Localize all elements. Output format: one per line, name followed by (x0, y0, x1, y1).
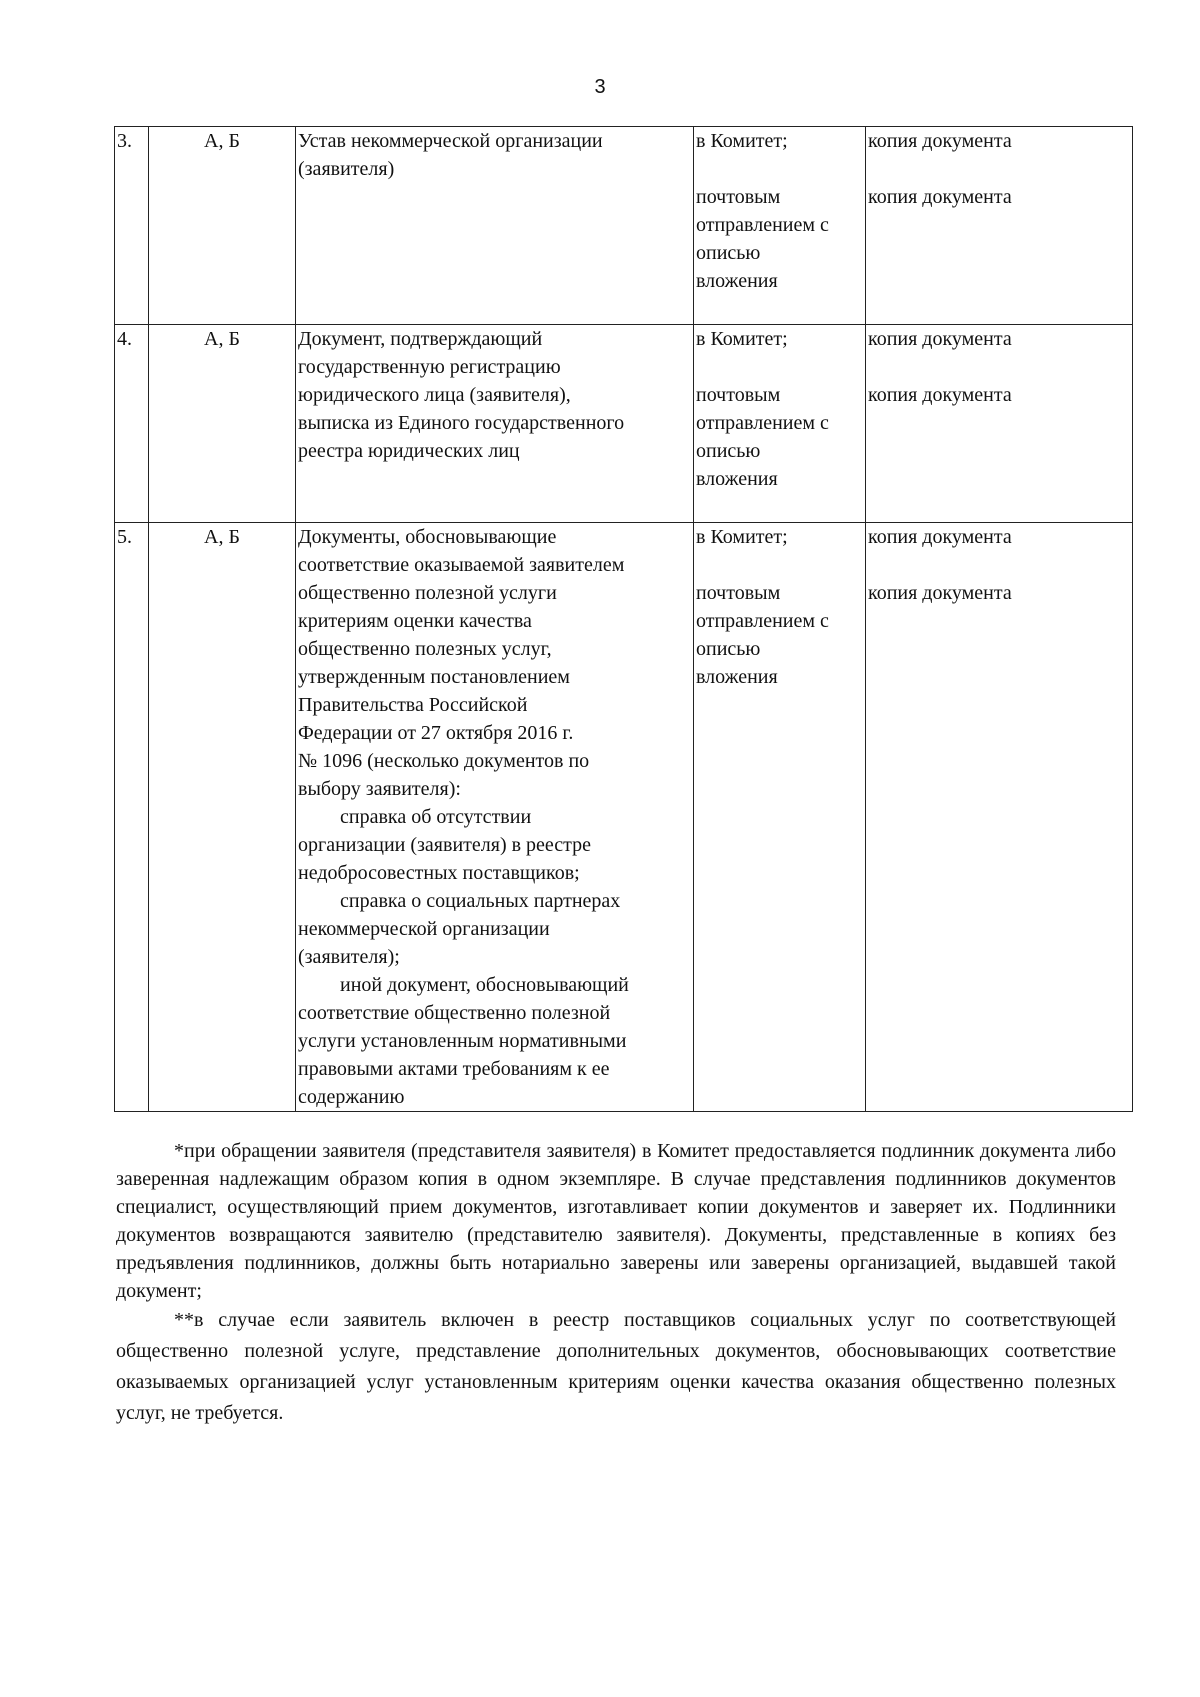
method-line: почтовым (696, 384, 781, 406)
document-item-line: справка о социальных партнерах (340, 890, 621, 912)
row-document (296, 325, 694, 523)
document-item-line: справка об отсутствии (340, 806, 532, 828)
document-line: Правительства Российской (298, 694, 528, 716)
method-line: отправлением с (696, 214, 829, 236)
document-line: общественно полезных услуг, (298, 638, 552, 660)
document-item-line: правовыми актами требованиям к ее (298, 1058, 610, 1080)
document-line: реестра юридических лиц (298, 440, 520, 462)
document-line: соответствие оказываемой заявителем (298, 554, 625, 576)
form-line: копия документа (868, 130, 1012, 152)
method-line: описью (696, 440, 761, 462)
document-item-line: некоммерческой организации (298, 918, 550, 940)
document-item-line: недобросовестных поставщиков; (298, 862, 580, 884)
row-document (296, 523, 694, 1112)
document-line: Документ, подтверждающий (298, 328, 543, 350)
row-form (866, 325, 1133, 523)
document-item-line: содержанию (298, 1086, 405, 1108)
documents-table (114, 126, 1133, 1112)
row-category: А, Б (149, 325, 296, 523)
document-line: Устав некоммерческой организации (298, 130, 603, 152)
row-number: 5. (115, 523, 149, 1112)
document-item-line: соответствие общественно полезной (298, 1002, 611, 1024)
method-line: в Комитет; (696, 526, 788, 548)
form-line: копия документа (868, 582, 1012, 604)
method-line: вложения (696, 270, 778, 292)
row-category: А, Б (149, 127, 296, 325)
method-line: описью (696, 638, 761, 660)
row-method (694, 325, 866, 523)
document-line: юридического лица (заявителя), (298, 384, 571, 406)
footnotes (116, 1137, 1116, 1429)
method-line: почтовым (696, 186, 781, 208)
document-line: (заявителя) (298, 158, 395, 180)
document-item-line: (заявителя); (298, 946, 400, 968)
row-number: 4. (115, 325, 149, 523)
table-row (115, 127, 1133, 325)
table-row (115, 325, 1133, 523)
document-line: критериям оценки качества (298, 610, 532, 632)
row-form (866, 523, 1133, 1112)
document-line: выписка из Единого государственного (298, 412, 625, 434)
method-line: в Комитет; (696, 328, 788, 350)
row-number: 3. (115, 127, 149, 325)
row-method (694, 127, 866, 325)
document-item-line: иной документ, обосновывающий (340, 974, 629, 996)
document-line: Документы, обосновывающие (298, 526, 557, 548)
row-form (866, 127, 1133, 325)
method-line: отправлением с (696, 412, 829, 434)
document-line: утвержденным постановлением (298, 666, 570, 688)
footnote-original-documents: *при обращении заявителя (представителя заявителя) в Комитет предоставляется подлинник документа либо заверенная надлежащим образом копия в одном экземпляре. В случае представления подлинников документов специалист, осуществляющий прием документов, изготавливает копии документов и заверяет их. Подлинники документов возвращаются заявителю (представителю заявителя). Документы, представленные в копиях без предъявления подлинников, должны быть нотариально заверены или заверены организацией, выдавшей такой документ; (116, 1140, 1116, 1302)
document-line: общественно полезной услуги (298, 582, 557, 604)
method-line: вложения (696, 468, 778, 490)
method-line: почтовым (696, 582, 781, 604)
method-line: отправлением с (696, 610, 829, 632)
document-line: государственную регистрацию (298, 356, 561, 378)
form-line: копия документа (868, 526, 1012, 548)
form-line: копия документа (868, 186, 1012, 208)
form-line: копия документа (868, 384, 1012, 406)
document-item-line: услуги установленным нормативными (298, 1030, 627, 1052)
row-method (694, 523, 866, 1112)
table-row (115, 523, 1133, 1112)
document-line: Федерации от 27 октября 2016 г. (298, 722, 574, 744)
document-item-line: организации (заявителя) в реестре (298, 834, 592, 856)
method-line: в Комитет; (696, 130, 788, 152)
footnote-supplier-registry: **в случае если заявитель включен в реестр поставщиков социальных услуг по соответствующей общественно полезной услуге, представление дополнительных документов, обосновывающих соответствие оказываемых организацией услуг установленным критериям оценки качества оказания общественно полезных услуг, не требуется. (116, 1309, 1116, 1424)
row-document (296, 127, 694, 325)
form-line: копия документа (868, 328, 1012, 350)
row-category: А, Б (149, 523, 296, 1112)
page-number: 3 (594, 76, 606, 98)
method-line: описью (696, 242, 761, 264)
method-line: вложения (696, 666, 778, 688)
document-line: № 1096 (несколько документов по (298, 750, 590, 772)
document-line: выбору заявителя): (298, 778, 461, 800)
